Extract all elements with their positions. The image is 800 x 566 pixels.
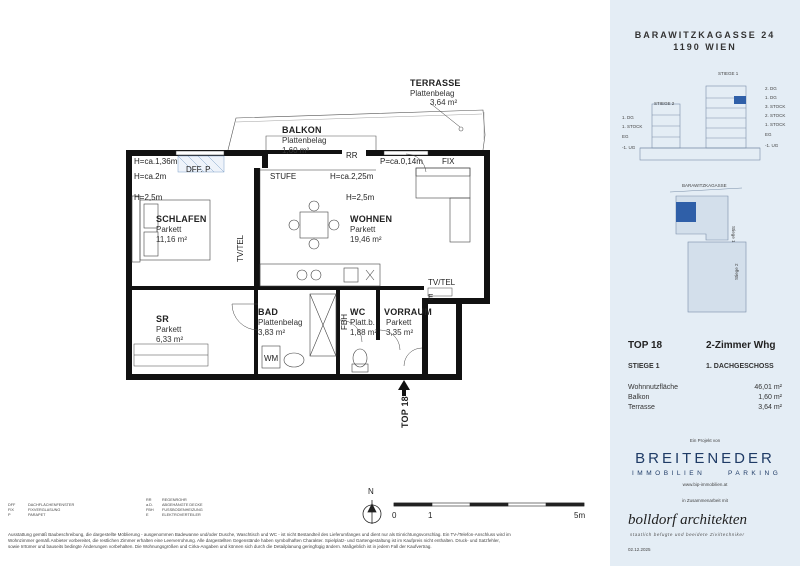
bedroom-floor: Parkett: [156, 225, 182, 234]
diagram-floor: EG: [765, 132, 772, 137]
architect-sub: staatlich befugte und beeidete Ziviltechniker: [630, 532, 745, 537]
bathroom-area: 3,83 m²: [258, 328, 286, 337]
diagram-floor: 1. STOCK: [765, 122, 786, 127]
balcony-floor: Plattenbelag: [282, 136, 327, 145]
diagram-floor: 2. DG: [765, 86, 777, 91]
wc-area: 1,88 m²: [350, 328, 378, 337]
site-plan-diagram: [610, 180, 800, 320]
area-label: Wohnnutzfläche: [628, 384, 679, 391]
wc-fixtures: [352, 349, 368, 372]
diagram-floor: 1. DG: [622, 115, 634, 120]
downpipe-label: RR: [346, 151, 358, 160]
disclaimer: sowie Irrtümer und bauseits bedingte Änderungen vorbehalten. Die Wohnungsgrößen und Cirka-Angaben und können sich durch die Detailplanung geringfügig ändern. Maßgeblich ist in jedem Fall der Kaufvertrag.: [8, 544, 432, 549]
unit-number: TOP 18: [628, 340, 663, 351]
diagram-floor: 2. STOCK: [765, 113, 786, 118]
electric-panel-label: E: [428, 293, 434, 302]
disclaimer: Wohnzimmer gemäß Anbieter vorbereitet, die restlichen Zimmer erhalten eine Leerverrohrung. Alle dargestellten Gegenstände haben symbolhaften Charakter. Spielplatz- und Gartengestaltung ist im Kaufpreis nicht enthalten. Druck- und Satzfehler,: [8, 538, 500, 543]
parapet-label: P=ca.0,14m: [380, 157, 423, 166]
drain-icon: [459, 127, 463, 131]
skylight-label: DFF. P: [186, 165, 211, 174]
brand-sub: IMMOBILIEN: [632, 470, 706, 477]
storage-area: 6,33 m²: [156, 335, 184, 344]
floor-heating-label: FBH: [340, 314, 349, 330]
hallway-name: VORRAUM: [384, 307, 432, 317]
info-sidebar: [610, 0, 800, 566]
diagram-floor: -1. UG: [765, 143, 779, 148]
diagram-floor: 1. STOCK: [622, 124, 643, 129]
area-label: Balkon: [628, 394, 650, 401]
architect-logo: bolldorf architekten: [628, 512, 748, 528]
unit-type: 2-Zimmer Whg: [706, 340, 776, 351]
tv-tel-label: TV/TEL: [428, 278, 456, 287]
legend-text: ELEKTROVERTEILER: [162, 513, 201, 517]
unit-floor: 1. DACHGESCHOSS: [706, 363, 774, 370]
plan-date: 02.12.2025: [628, 547, 651, 552]
site-street-label: BARAWITZKAGASSE: [682, 183, 727, 188]
scale-label: 5m: [574, 511, 586, 520]
scale-bar: [394, 503, 584, 506]
kitchen: [260, 264, 380, 286]
unit-staircase: STIEGE 1: [628, 363, 660, 370]
bedroom-name: SCHLAFEN: [156, 214, 207, 224]
cooperation-note: in Zusammenarbeit mit: [682, 498, 728, 503]
legend-text: FIXVERGLASUNG: [28, 508, 61, 512]
terrace-name: TERRASSE: [410, 78, 461, 88]
diagram-floor: 3. STOCK: [765, 104, 786, 109]
diagram-floor: EG: [622, 134, 629, 139]
living-floor: Parkett: [350, 225, 376, 234]
legend-text: FUSSBODENHEIZUNG: [162, 508, 203, 512]
entrance-arrow: [398, 380, 410, 396]
legend-text: ABGEHÄNGTE DECKE: [162, 503, 203, 507]
legend-text: PARAPET: [28, 513, 46, 517]
area-value: 1,60 m²: [758, 394, 782, 401]
legend-code: FIX: [8, 508, 14, 512]
brand-sub: PARKING: [728, 470, 782, 477]
sofa: [416, 168, 470, 242]
scale-label: 0: [392, 511, 397, 520]
storage-name: SR: [156, 314, 169, 324]
area-label: Terrasse: [628, 404, 655, 411]
unit-entrance-label: TOP 18: [400, 396, 410, 428]
hallway-floor: Parkett: [386, 318, 412, 327]
height-label: H=ca.2m: [134, 172, 167, 181]
height-label: H=ca.2,25m: [330, 172, 374, 181]
unit-highlight: [734, 96, 746, 104]
legend-code: a.D.: [146, 503, 153, 507]
living-name: WOHNEN: [350, 214, 393, 224]
living-area: 19,46 m²: [350, 235, 382, 244]
wardrobe: [134, 344, 208, 366]
legend-code: FBH: [146, 508, 154, 512]
legend-code: RR: [146, 498, 152, 502]
dining-table: [289, 201, 339, 249]
exterior-walls: [126, 150, 490, 380]
legend-text: DACHFLÄCHENFENSTER: [28, 503, 75, 507]
scale-label: 1: [428, 511, 433, 520]
legend-code: P: [8, 513, 11, 517]
height-label: H=2,5m: [346, 193, 375, 202]
bathroom-floor: Plattenbelag: [258, 318, 303, 327]
address-city: 1190 WIEN: [673, 42, 737, 52]
wc-name: WC: [350, 307, 366, 317]
north-arrow-icon: [363, 500, 381, 524]
area-value: 46,01 m²: [754, 384, 782, 391]
address-line: BARAWITZKAGASSE 24: [634, 30, 776, 40]
terrace-floor: Plattenbelag: [410, 89, 455, 98]
tv-tel-label: TV/TEL: [236, 234, 245, 262]
legend-text: REGENROHR: [162, 498, 187, 502]
balcony-area: 1,60 m²: [282, 146, 310, 155]
project-by: Ein Projekt von: [689, 438, 721, 443]
diagram-floor: -1. UG: [622, 145, 636, 150]
height-label: H=2,5m: [134, 193, 163, 202]
storage-floor: Parkett: [156, 325, 182, 334]
legend-code: E: [146, 513, 149, 517]
area-value: 3,64 m²: [758, 404, 782, 411]
north-label: N: [368, 487, 374, 496]
diagram-label: STIEGE 1: [718, 71, 739, 76]
stair-highlight: [676, 202, 696, 222]
diagram-label: STIEGE 2: [654, 101, 675, 106]
fixed-glazing-label: FIX: [442, 157, 455, 166]
diagram-floor: 1. DG: [765, 95, 777, 100]
bedroom-area: 11,16 m²: [156, 235, 187, 244]
wc-floor: Platt.b.: [350, 318, 375, 327]
disclaimer: Ausstattung gemäß Baubeschreibung, die dargestellte Möblierung - ausgenommen Badewanne und/oder Dusche, Waschtisch und WC - ist nicht Bestandteil des Lieferumfanges und dient nur als Einrichtungsvorschlag. Ein TV-/Telefon-Anschluss wird im: [8, 532, 511, 537]
bathroom-name: BAD: [258, 307, 279, 317]
legend-code: DFF: [8, 503, 16, 507]
washing-machine-label: WM: [264, 354, 279, 363]
terrace-area: 3,64 m²: [430, 98, 458, 107]
hallway-area: 3,35 m²: [386, 328, 414, 337]
site-stair-label: Stiege 1: [731, 226, 736, 243]
height-label: H=ca.1,36m: [134, 157, 178, 166]
brand-logo: BREITENEDER: [635, 450, 775, 467]
balcony-name: BALKON: [282, 125, 322, 135]
site-stair-label: Stiege 2: [734, 263, 739, 280]
step-label: STUFE: [270, 172, 297, 181]
website: www.bip-immobilien.at: [682, 482, 728, 487]
